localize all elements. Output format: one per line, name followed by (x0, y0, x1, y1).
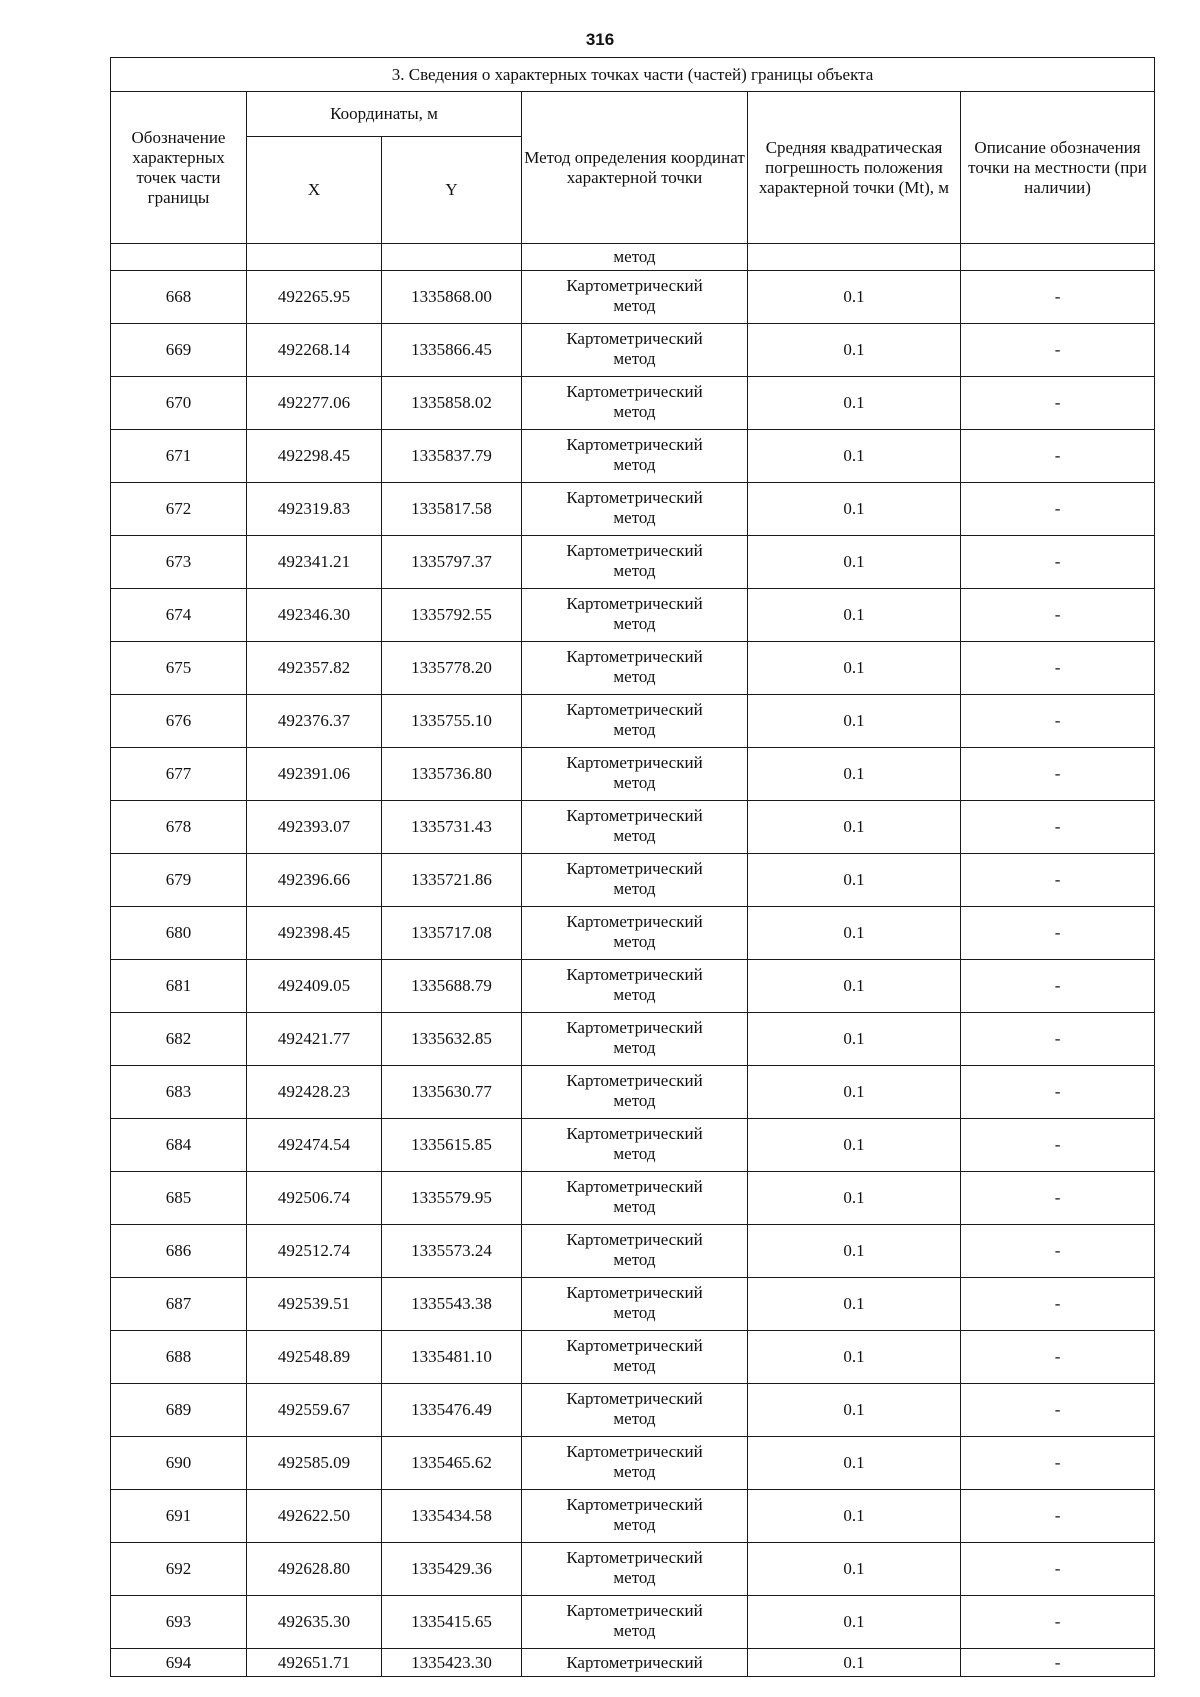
method-line2: метод (613, 1409, 656, 1428)
coord-y: 1335797.37 (382, 536, 522, 589)
header-method: Метод определения координат характерной точки (522, 92, 748, 244)
method-cell (522, 907, 748, 960)
coord-y: 1335423.30 (382, 1649, 522, 1677)
coord-x: 492398.45 (247, 907, 382, 960)
error-value: 0.1 (748, 271, 961, 324)
error-value: 0.1 (748, 324, 961, 377)
method-line1: Картометрический (566, 700, 703, 719)
coord-x: 492428.23 (247, 1066, 382, 1119)
error-value: 0.1 (748, 1543, 961, 1596)
error-value: 0.1 (748, 536, 961, 589)
method-cell (522, 1596, 748, 1649)
coord-y: 1335868.00 (382, 271, 522, 324)
method-line1: Картометрический (566, 329, 703, 348)
method-line2: метод (613, 1091, 656, 1110)
coord-x: 492391.06 (247, 748, 382, 801)
coord-x: 492628.80 (247, 1543, 382, 1596)
coord-x: 492396.66 (247, 854, 382, 907)
coord-x: 492474.54 (247, 1119, 382, 1172)
description-value: - (961, 1596, 1155, 1649)
method-line2: метод (613, 667, 656, 686)
coord-x: 492559.67 (247, 1384, 382, 1437)
method-line2: метод (613, 402, 656, 421)
method-line1: Картометрический (566, 1495, 703, 1514)
method-line2: метод (613, 1515, 656, 1534)
error-value: 0.1 (748, 1331, 961, 1384)
method-line1: Картометрический (566, 1601, 703, 1620)
points-table (110, 57, 1155, 1677)
table-row (111, 1543, 1155, 1596)
point-id: 675 (111, 642, 247, 695)
method-line2: метод (613, 455, 656, 474)
table-row (111, 536, 1155, 589)
error-value: 0.1 (748, 1066, 961, 1119)
coord-y: 1335858.02 (382, 377, 522, 430)
method-line1: Картометрический (566, 1442, 703, 1461)
method-line2: метод (613, 1462, 656, 1481)
error-value: 0.1 (748, 430, 961, 483)
table-row (111, 1278, 1155, 1331)
point-id: 680 (111, 907, 247, 960)
coord-x: 492277.06 (247, 377, 382, 430)
error-value: 0.1 (748, 1490, 961, 1543)
method-cell (522, 536, 748, 589)
table-row (111, 589, 1155, 642)
error-value: 0.1 (748, 483, 961, 536)
method-line2: метод (613, 561, 656, 580)
method-line1: Картометрический (566, 1230, 703, 1249)
point-id: 682 (111, 1013, 247, 1066)
method-line2: метод (613, 1038, 656, 1057)
header-point-designation: Обозначение характерных точек части границы (111, 92, 247, 244)
coord-y: 1335579.95 (382, 1172, 522, 1225)
method-cell (522, 1490, 748, 1543)
coord-x: 492319.83 (247, 483, 382, 536)
method-line2: метод (613, 1356, 656, 1375)
error-value: 0.1 (748, 642, 961, 695)
description-value: - (961, 324, 1155, 377)
coord-x: 492548.89 (247, 1331, 382, 1384)
table-row (111, 1066, 1155, 1119)
table-row (111, 1596, 1155, 1649)
point-id: 692 (111, 1543, 247, 1596)
description-value: - (961, 1331, 1155, 1384)
coord-x: 492393.07 (247, 801, 382, 854)
point-id: 681 (111, 960, 247, 1013)
description-value: - (961, 1437, 1155, 1490)
point-id: 668 (111, 271, 247, 324)
table-row (111, 748, 1155, 801)
error-value: 0.1 (748, 589, 961, 642)
method-cell (522, 1384, 748, 1437)
error-value: 0.1 (748, 907, 961, 960)
method-line1: Картометрический (566, 1018, 703, 1037)
description-value: - (961, 377, 1155, 430)
coord-x: 492651.71 (247, 1649, 382, 1677)
method-cell (522, 960, 748, 1013)
method-cell (522, 1013, 748, 1066)
description-value: - (961, 1119, 1155, 1172)
coord-y: 1335778.20 (382, 642, 522, 695)
error-value: 0.1 (748, 1013, 961, 1066)
point-id: 687 (111, 1278, 247, 1331)
point-id: 676 (111, 695, 247, 748)
method-line1: Картометрический (566, 647, 703, 666)
coord-x: 492376.37 (247, 695, 382, 748)
continued-row (111, 244, 1155, 271)
header-coordinates: Координаты, м (247, 92, 522, 137)
method-line1: Картометрический (566, 488, 703, 507)
method-cell (522, 271, 748, 324)
method-line1: Картометрический (566, 859, 703, 878)
coord-x: 492421.77 (247, 1013, 382, 1066)
method-line1: Картометрический (566, 541, 703, 560)
method-line2: метод (613, 1250, 656, 1269)
method-cell (522, 324, 748, 377)
point-id: 691 (111, 1490, 247, 1543)
error-value: 0.1 (748, 854, 961, 907)
description-value: - (961, 642, 1155, 695)
table-row (111, 483, 1155, 536)
method-line2: метод (613, 1197, 656, 1216)
method-cell (522, 483, 748, 536)
method-cell (522, 1119, 748, 1172)
description-value: - (961, 1172, 1155, 1225)
coord-y: 1335615.85 (382, 1119, 522, 1172)
continued-method-fragment: метод (522, 244, 748, 271)
description-value: - (961, 271, 1155, 324)
method-line2: метод (613, 614, 656, 633)
coord-x: 492357.82 (247, 642, 382, 695)
method-cell (522, 1331, 748, 1384)
table-row (111, 1649, 1155, 1677)
coord-x: 492409.05 (247, 960, 382, 1013)
point-id: 694 (111, 1649, 247, 1677)
table-row (111, 1331, 1155, 1384)
table-row (111, 642, 1155, 695)
description-value: - (961, 1278, 1155, 1331)
error-value: 0.1 (748, 695, 961, 748)
method-cell (522, 589, 748, 642)
point-id: 686 (111, 1225, 247, 1278)
method-line2: метод (613, 879, 656, 898)
method-cell (522, 642, 748, 695)
coord-x: 492265.95 (247, 271, 382, 324)
coord-y: 1335731.43 (382, 801, 522, 854)
error-value: 0.1 (748, 1596, 961, 1649)
page-number: 316 (585, 30, 615, 49)
error-value: 0.1 (748, 748, 961, 801)
method-cell (522, 430, 748, 483)
table-row (111, 854, 1155, 907)
method-line1: Картометрический (566, 1548, 703, 1567)
method-line1: Картометрический (566, 276, 703, 295)
table-row (111, 695, 1155, 748)
coord-y: 1335817.58 (382, 483, 522, 536)
table-row (111, 801, 1155, 854)
method-cell (522, 854, 748, 907)
method-cell (522, 1278, 748, 1331)
description-value: - (961, 801, 1155, 854)
coord-x: 492346.30 (247, 589, 382, 642)
coord-y: 1335415.65 (382, 1596, 522, 1649)
header-error: Средняя квадратическая погрешность положения характерной точки (Mt), м (748, 92, 961, 244)
method-line2: метод (613, 985, 656, 1004)
method-line1: Картометрический (566, 1177, 703, 1196)
method-line2: метод (613, 1568, 656, 1587)
error-value: 0.1 (748, 960, 961, 1013)
description-value: - (961, 589, 1155, 642)
table-row (111, 907, 1155, 960)
point-id: 671 (111, 430, 247, 483)
table-row (111, 1013, 1155, 1066)
point-id: 685 (111, 1172, 247, 1225)
method-line2: метод (613, 1621, 656, 1640)
coord-y: 1335717.08 (382, 907, 522, 960)
description-value: - (961, 536, 1155, 589)
point-id: 678 (111, 801, 247, 854)
coord-x: 492506.74 (247, 1172, 382, 1225)
coord-y: 1335866.45 (382, 324, 522, 377)
point-id: 673 (111, 536, 247, 589)
point-id: 689 (111, 1384, 247, 1437)
description-value: - (961, 1490, 1155, 1543)
coord-y: 1335465.62 (382, 1437, 522, 1490)
error-value: 0.1 (748, 1172, 961, 1225)
method-line1: Картометрический (566, 753, 703, 772)
coord-y: 1335632.85 (382, 1013, 522, 1066)
method-line2: метод (613, 1144, 656, 1163)
error-value: 0.1 (748, 1225, 961, 1278)
description-value: - (961, 1384, 1155, 1437)
coord-y: 1335573.24 (382, 1225, 522, 1278)
method-line2: метод (613, 773, 656, 792)
error-value: 0.1 (748, 1278, 961, 1331)
method-line1: Картометрический (566, 1071, 703, 1090)
coord-y: 1335630.77 (382, 1066, 522, 1119)
coord-y: 1335481.10 (382, 1331, 522, 1384)
table-row (111, 1225, 1155, 1278)
method-cell (522, 1225, 748, 1278)
method-line1: Картометрический (566, 965, 703, 984)
coord-y: 1335429.36 (382, 1543, 522, 1596)
point-id: 669 (111, 324, 247, 377)
method-line2: метод (613, 826, 656, 845)
method-line2: метод (613, 1303, 656, 1322)
coord-y: 1335476.49 (382, 1384, 522, 1437)
table-row (111, 1384, 1155, 1437)
method-cell (522, 801, 748, 854)
method-cell (522, 1437, 748, 1490)
header-y: Y (382, 137, 522, 244)
table-row (111, 960, 1155, 1013)
method-cell (522, 748, 748, 801)
description-value: - (961, 1225, 1155, 1278)
error-value: 0.1 (748, 1384, 961, 1437)
coord-x: 492585.09 (247, 1437, 382, 1490)
coord-x: 492635.30 (247, 1596, 382, 1649)
error-value: 0.1 (748, 1119, 961, 1172)
coord-y: 1335792.55 (382, 589, 522, 642)
method-line1: Картометрический (566, 594, 703, 613)
coord-x: 492298.45 (247, 430, 382, 483)
description-value: - (961, 1013, 1155, 1066)
description-value: - (961, 1649, 1155, 1677)
table-row (111, 430, 1155, 483)
coord-y: 1335721.86 (382, 854, 522, 907)
coord-x: 492622.50 (247, 1490, 382, 1543)
coord-y: 1335837.79 (382, 430, 522, 483)
coord-x: 492539.51 (247, 1278, 382, 1331)
method-cell (522, 1543, 748, 1596)
description-value: - (961, 1066, 1155, 1119)
point-id: 670 (111, 377, 247, 430)
coord-y: 1335434.58 (382, 1490, 522, 1543)
description-value: - (961, 695, 1155, 748)
method-line2: метод (613, 932, 656, 951)
coord-x: 492512.74 (247, 1225, 382, 1278)
point-id: 690 (111, 1437, 247, 1490)
method-cell (522, 695, 748, 748)
method-cell (522, 1172, 748, 1225)
description-value: - (961, 907, 1155, 960)
table-row (111, 1437, 1155, 1490)
description-value: - (961, 854, 1155, 907)
coord-y: 1335688.79 (382, 960, 522, 1013)
method-line1: Картометрический (566, 1283, 703, 1302)
table-row (111, 1490, 1155, 1543)
method-line2: метод (613, 296, 656, 315)
error-value: 0.1 (748, 801, 961, 854)
error-value: 0.1 (748, 1437, 961, 1490)
table-row (111, 1119, 1155, 1172)
method-line1: Картометрический (566, 1124, 703, 1143)
coord-x: 492268.14 (247, 324, 382, 377)
description-value: - (961, 1543, 1155, 1596)
method-cell (522, 1066, 748, 1119)
section-title: 3. Сведения о характерных точках части (частей) границы объекта (111, 58, 1155, 92)
point-id: 693 (111, 1596, 247, 1649)
error-value: 0.1 (748, 1649, 961, 1677)
table-row (111, 324, 1155, 377)
point-id: 684 (111, 1119, 247, 1172)
method-line1: Картометрический (566, 1336, 703, 1355)
description-value: - (961, 430, 1155, 483)
error-value: 0.1 (748, 377, 961, 430)
method-line1: Картометрический (566, 806, 703, 825)
method-line1: Картометрический (566, 912, 703, 931)
description-value: - (961, 748, 1155, 801)
table-row (111, 1172, 1155, 1225)
header-description: Описание обозначения точки на местности (при наличии) (961, 92, 1155, 244)
header-x: X (247, 137, 382, 244)
method-line1: Картометрический (566, 382, 703, 401)
point-id: 679 (111, 854, 247, 907)
table-row (111, 271, 1155, 324)
point-id: 683 (111, 1066, 247, 1119)
method-cell: Картометрический (522, 1649, 748, 1677)
point-id: 672 (111, 483, 247, 536)
coord-y: 1335755.10 (382, 695, 522, 748)
method-line2: метод (613, 349, 656, 368)
method-line1: Картометрический (566, 435, 703, 454)
method-line1: Картометрический (566, 1389, 703, 1408)
method-line2: метод (613, 508, 656, 527)
method-line2: метод (613, 720, 656, 739)
description-value: - (961, 483, 1155, 536)
point-id: 674 (111, 589, 247, 642)
method-cell (522, 377, 748, 430)
point-id: 677 (111, 748, 247, 801)
description-value: - (961, 960, 1155, 1013)
coord-x: 492341.21 (247, 536, 382, 589)
coord-y: 1335736.80 (382, 748, 522, 801)
coord-y: 1335543.38 (382, 1278, 522, 1331)
point-id: 688 (111, 1331, 247, 1384)
table-row (111, 377, 1155, 430)
